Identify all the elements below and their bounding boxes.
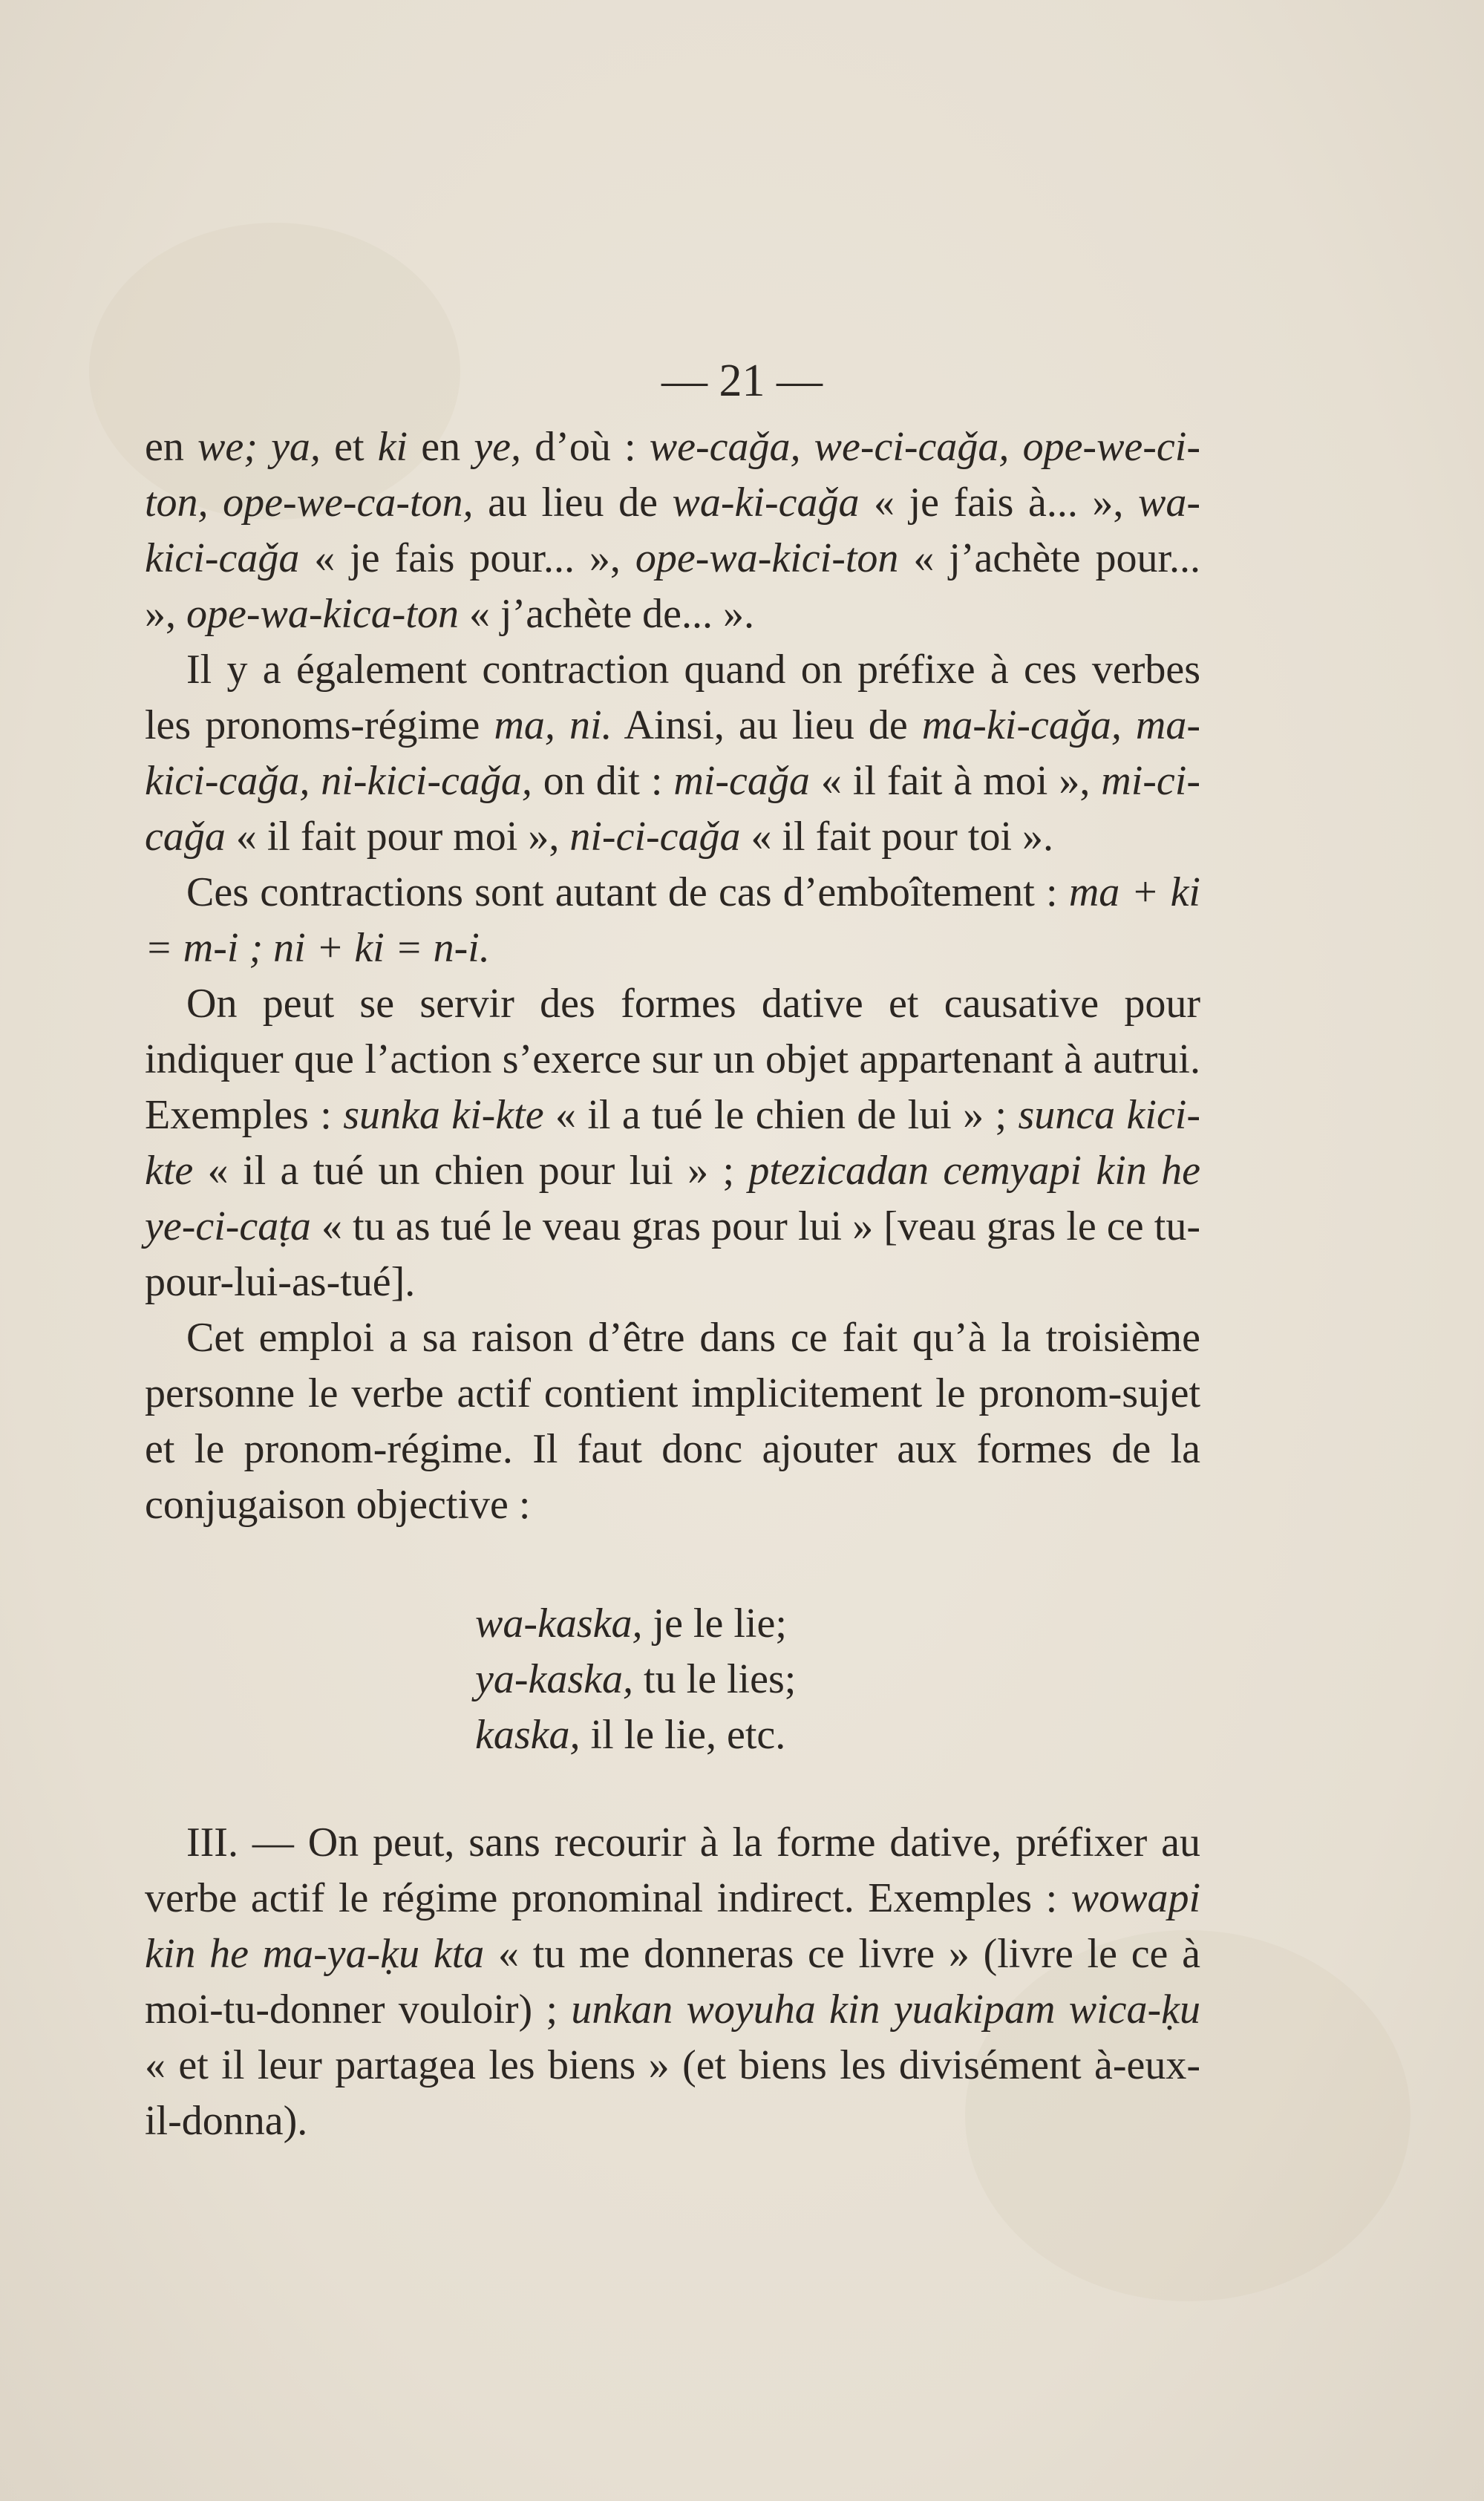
body-text-section-iii [145, 1815, 1200, 2149]
verse-line: kaska, il le lie, etc. [475, 1712, 786, 1758]
conjugation-example [475, 1596, 796, 1763]
paragraph-3: Ces contractions sont autant de cas d’emboîtement : ma + ki = m-i ; ni + ki = n-i. [145, 869, 1200, 971]
verse-line: wa-kaska, je le lie; [475, 1601, 787, 1647]
paragraph-2: Il y a également contraction quand on préfixe à ces verbes les pronoms-régime ma, ni. Ainsi, au lieu de ma-ki-caǧa, ma-kici-caǧa, ni-kici-caǧa, on dit : mi-caǧa « il fait à moi », mi-ci-caǧa « il fait pour moi », ni-ci-caǧa « il fait pour toi ». [145, 647, 1200, 860]
paragraph-1: en we; ya, et ki en ye, d’où : we-caǧa, we-ci-caǧa, ope-we-ci-ton, ope-we-ca-ton, au lieu de wa-ki-caǧa « je fais à... », wa-kici-caǧa « je fais pour... », ope-wa-kici-ton « j’achète pour... », ope-wa-kica-ton « j’achète de... ». [145, 424, 1201, 637]
paragraph-5: Cet emploi a sa raison d’être dans ce fait qu’à la troisième personne le verbe actif contient implicitement le pronom-sujet et le pronom-régime. Il faut donc ajouter aux formes de la conjugaison objective : [145, 1315, 1200, 1528]
page-number: — 21 — [661, 356, 823, 406]
paragraph-6: III. — On peut, sans recourir à la forme dative, préfixer au verbe actif le régime pronominal indirect. Exemples : wowapi kin he ma-ya-ḳu kta « tu me donneras ce livre » (livre le ce à moi-tu-donner vouloir) ; unkan woyuha kin yuakipam wica-ḳu « et il leur partagea les biens » (et biens les divisément à-eux-il-donna). [145, 1820, 1200, 2144]
verse-line: ya-kaska, tu le lies; [475, 1656, 797, 1702]
paragraph-4: On peut se servir des formes dative et causative pour indiquer que l’action s’exerce sur un objet appartenant à autrui. Exemples : sunka ki-kte « il a tué le chien de lui » ; sunca kici-kte « il a tué un chien pour lui » ; ptezicadan cemyapi kin he ye-ci-caṭa « tu as tué le veau gras pour lui » [veau gras le ce tu-pour-lui-as-tué]. [145, 981, 1201, 1305]
body-text [145, 419, 1200, 1533]
